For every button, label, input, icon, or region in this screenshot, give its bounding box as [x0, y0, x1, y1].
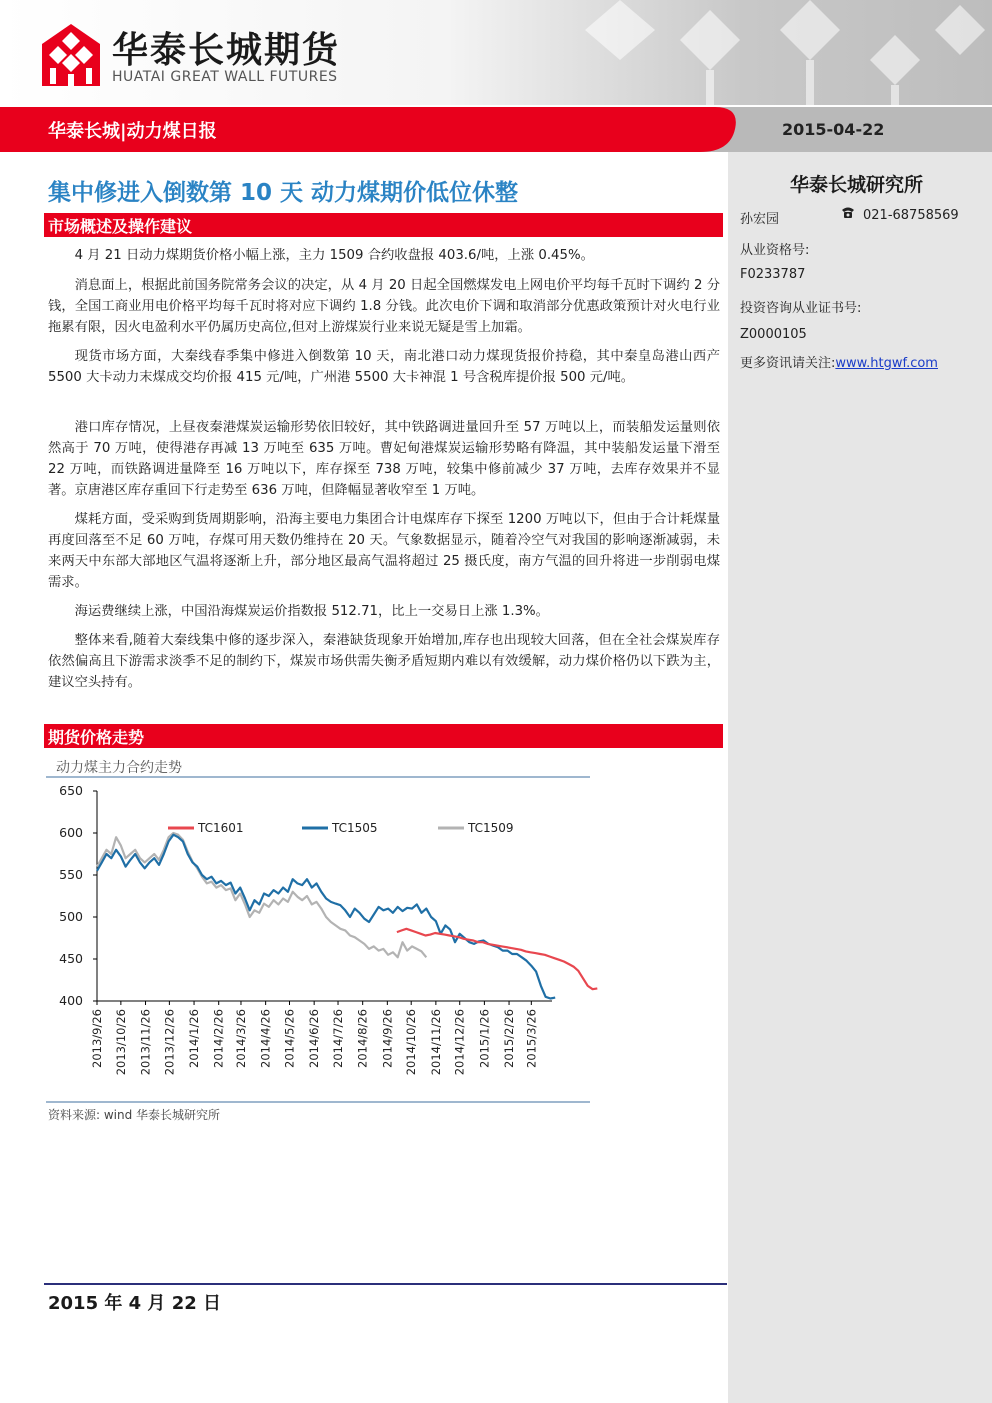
y-tick-label: 500	[59, 909, 83, 924]
consult-license-label: 投资咨询从业证书号:	[740, 301, 862, 316]
legend-label-tc1509: TC1509	[468, 821, 514, 835]
paragraph-inventory: 港口库存情况，上昼夜秦港煤炭运输形势依旧较好，其中铁路调进量回升至 57 万吨以上，而装船发运量则依然高于 70 万吨，使得港存再减 13 万吨至 635 万吨。曹妃甸港煤炭运输形势略有降温，其中装船发运量下滑至 22 万吨，而铁路调进量降至 16 万吨以下，库存探至 738 万吨，较集中修前减少 37 万吨，去库存效果并不显著。京唐港区库存重回下行走势至 636 万吨，但降幅显著收窄至 1 万吨。	[48, 420, 720, 498]
paragraph-price: 4 月 21 日动力煤期货价格小幅上涨，主力 1509 合约收盘报 403.6/吨，上涨 0.45%。	[74, 248, 594, 263]
footer-date: 2015 年 4 月 22 日	[48, 1293, 222, 1314]
x-tick-label: 2013/10/26	[113, 1009, 128, 1076]
y-tick-label: 550	[59, 867, 83, 882]
x-tick-label: 2015/3/26	[524, 1009, 539, 1068]
paragraph-freight: 海运费继续上涨，中国沿海煤炭运价指数报 512.71，比上一交易日上涨 1.3%。	[74, 604, 549, 619]
x-tick-label: 2014/5/26	[282, 1009, 297, 1068]
data-source: 资料来源: wind 华泰长城研究所	[48, 1108, 221, 1122]
x-tick-label: 2013/9/26	[90, 1009, 104, 1068]
x-tick-label: 2014/4/26	[258, 1009, 273, 1068]
section-bar-trend	[44, 724, 723, 748]
x-tick-label: 2013/12/26	[162, 1009, 177, 1076]
brand-name-cn: 华泰长城期货	[112, 30, 341, 71]
x-tick-label: 2014/12/26	[452, 1009, 467, 1076]
website-link[interactable]: www.htgwf.com	[835, 356, 938, 371]
y-tick-label: 650	[59, 783, 83, 798]
x-tick-label: 2014/10/26	[404, 1009, 419, 1076]
x-tick-label: 2014/1/26	[187, 1009, 202, 1068]
legend-label-tc1505: TC1505	[332, 821, 378, 835]
more-info	[740, 352, 938, 371]
x-tick-label: 2014/2/26	[211, 1009, 226, 1068]
consult-license-number: Z0000105	[740, 327, 807, 342]
license-number: F0233787	[740, 267, 806, 282]
footer-rule	[44, 1283, 727, 1285]
y-tick-label: 450	[59, 951, 83, 966]
paragraph-consumption: 煤耗方面，受采购到货周期影响，沿海主要电力集团合计电煤库存下探至 1200 万吨以下，但由于合计耗煤量再度回落至不足 60 万吨，存煤可用天数仍维持在 20 天。气象数据显示，随着冷空气对我国的影响逐渐减弱，未来两天中东部大部地区气温将逐渐上升，部分地区最高气温将超过 25 摄氏度，南方气温的回升将进一步削弱电煤需求。	[48, 512, 720, 590]
license-label: 从业资格号:	[740, 243, 810, 258]
institute-name: 华泰长城研究所	[790, 174, 924, 196]
chart-title: 动力煤主力合约走势	[56, 760, 182, 776]
report-date: 2015-04-22	[782, 120, 885, 139]
series-line-tc1601	[397, 929, 597, 989]
more-info-label: 更多资讯请关注:	[740, 356, 836, 371]
section-bar-overview	[44, 213, 723, 237]
report-type-label: 华泰长城|动力煤日报	[48, 121, 217, 142]
x-tick-label: 2014/7/26	[331, 1009, 346, 1068]
brand-name-en: HUATAI GREAT WALL FUTURES	[112, 69, 338, 85]
company-logo-icon	[42, 24, 100, 86]
x-tick-label: 2014/8/26	[355, 1009, 370, 1068]
section-title-trend: 期货价格走势	[48, 728, 145, 747]
x-tick-label: 2014/11/26	[428, 1009, 443, 1076]
paragraph-conclusion: 整体来看,随着大秦线集中修的逐步深入，秦港缺货现象开始增加,库存也出现较大回落，但在全社会煤炭库存依然偏高且下游需求淡季不足的制约下，煤炭市场供需失衡矛盾短期内难以有效缓解，动力煤价格仍以下跌为主，建议空头持有。	[48, 633, 720, 690]
series-line-tc1509	[97, 833, 426, 957]
x-tick-label: 2014/9/26	[380, 1009, 395, 1068]
analyst-name: 孙宏园	[740, 212, 780, 227]
x-tick-label: 2015/1/26	[477, 1009, 492, 1068]
x-tick-label: 2015/2/26	[502, 1009, 517, 1068]
x-tick-label: 2014/3/26	[233, 1009, 248, 1068]
price-chart	[40, 775, 600, 1105]
phone-icon	[841, 206, 855, 219]
x-tick-label: 2014/6/26	[307, 1009, 322, 1068]
report-headline: 集中修进入倒数第 10 天 动力煤期价低位休整	[48, 180, 519, 206]
y-tick-label: 600	[59, 825, 83, 840]
section-title-overview: 市场概述及操作建议	[48, 217, 193, 236]
y-tick-label: 400	[59, 993, 83, 1008]
analyst-phone: 021-68758569	[863, 208, 959, 223]
header-decoration	[560, 0, 992, 105]
legend-label-tc1601: TC1601	[198, 821, 244, 835]
paragraph-spot: 现货市场方面，大秦线春季集中修进入倒数第 10 天，南北港口动力煤现货报价持稳，其中秦皇岛港山西产 5500 大卡动力末煤成交均价报 415 元/吨，广州港 5500 大卡神混 1 号含税库提价报 500 元/吨。	[48, 349, 720, 385]
paragraph-news: 消息面上，根据此前国务院常务会议的决定，从 4 月 20 日起全国燃煤发电上网电价平均每千瓦时下调约 2 分钱，全国工商业用电价格平均每千瓦时将对应下调约 1.8 分钱。此次电价下调和取消部分优惠政策预计对火电行业拖累有限，因火电盈利水平仍属历史高位,但对上游煤炭行业来说无疑是雪上加霜。	[48, 278, 720, 335]
x-tick-label: 2013/11/26	[138, 1009, 153, 1076]
